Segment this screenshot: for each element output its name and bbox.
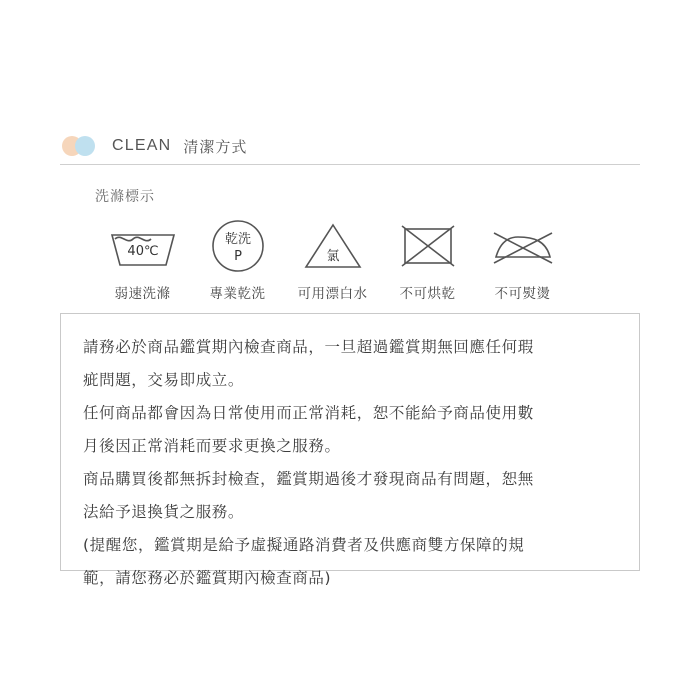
notice-line: 疵問題，交易即成立。	[83, 371, 245, 389]
notice-box	[60, 313, 640, 587]
wash-symbol-caption: 不可烘乾	[399, 286, 456, 302]
svg-text:氯: 氯	[325, 249, 340, 264]
do-not-iron-icon	[488, 216, 558, 276]
decorative-dots	[62, 136, 102, 156]
blue-dot-icon	[75, 136, 95, 156]
washtub-40c-icon	[106, 216, 180, 276]
notice-line: 月後因正常消耗而要求更換之服務。	[83, 437, 341, 455]
wash-symbol-item	[380, 216, 475, 302]
wash-label-title: 洗滌標示	[95, 189, 155, 205]
wash-symbol-caption: 可用漂白水	[297, 286, 368, 302]
dryclean-circle-p-icon	[207, 216, 269, 276]
notice-line: 請務必於商品鑑賞期內檢查商品，一旦超過鑑賞期無回應任何瑕	[83, 338, 534, 356]
svg-text:乾洗: 乾洗	[224, 232, 251, 247]
wash-symbol-caption: 不可熨燙	[494, 286, 551, 302]
svg-text:P: P	[233, 249, 242, 264]
wash-symbol-item	[95, 216, 190, 302]
notice-line: 商品購買後都無拆封檢查，鑑賞期過後才發現商品有問題，恕無	[83, 470, 534, 488]
triangle-chlorine-bleach-icon	[300, 216, 366, 276]
notice-line: (提醒您，鑑賞期是給予虛擬通路消費者及供應商雙方保障的規	[83, 536, 525, 554]
wash-symbol-caption: 專業乾洗	[209, 286, 266, 302]
wash-symbol-row	[95, 216, 615, 302]
section-title-zh: 清潔方式	[183, 137, 248, 156]
section-header	[60, 128, 640, 165]
no-tumble-dry-icon	[397, 216, 459, 276]
notice-line: 法給予退換貨之服務。	[83, 503, 245, 521]
wash-symbol-item	[285, 216, 380, 302]
wash-symbol-item	[190, 216, 285, 302]
svg-text:40℃: 40℃	[126, 244, 159, 259]
notice-line: 範，請您務必於鑑賞期內檢查商品)	[83, 569, 332, 587]
section-title-en: CLEAN	[112, 137, 172, 154]
wash-symbol-item	[475, 216, 570, 302]
notice-line: 任何商品都會因為日常使用而正常消耗，恕不能給予商品使用數	[83, 404, 534, 422]
wash-symbol-caption: 弱速洗滌	[114, 286, 171, 302]
